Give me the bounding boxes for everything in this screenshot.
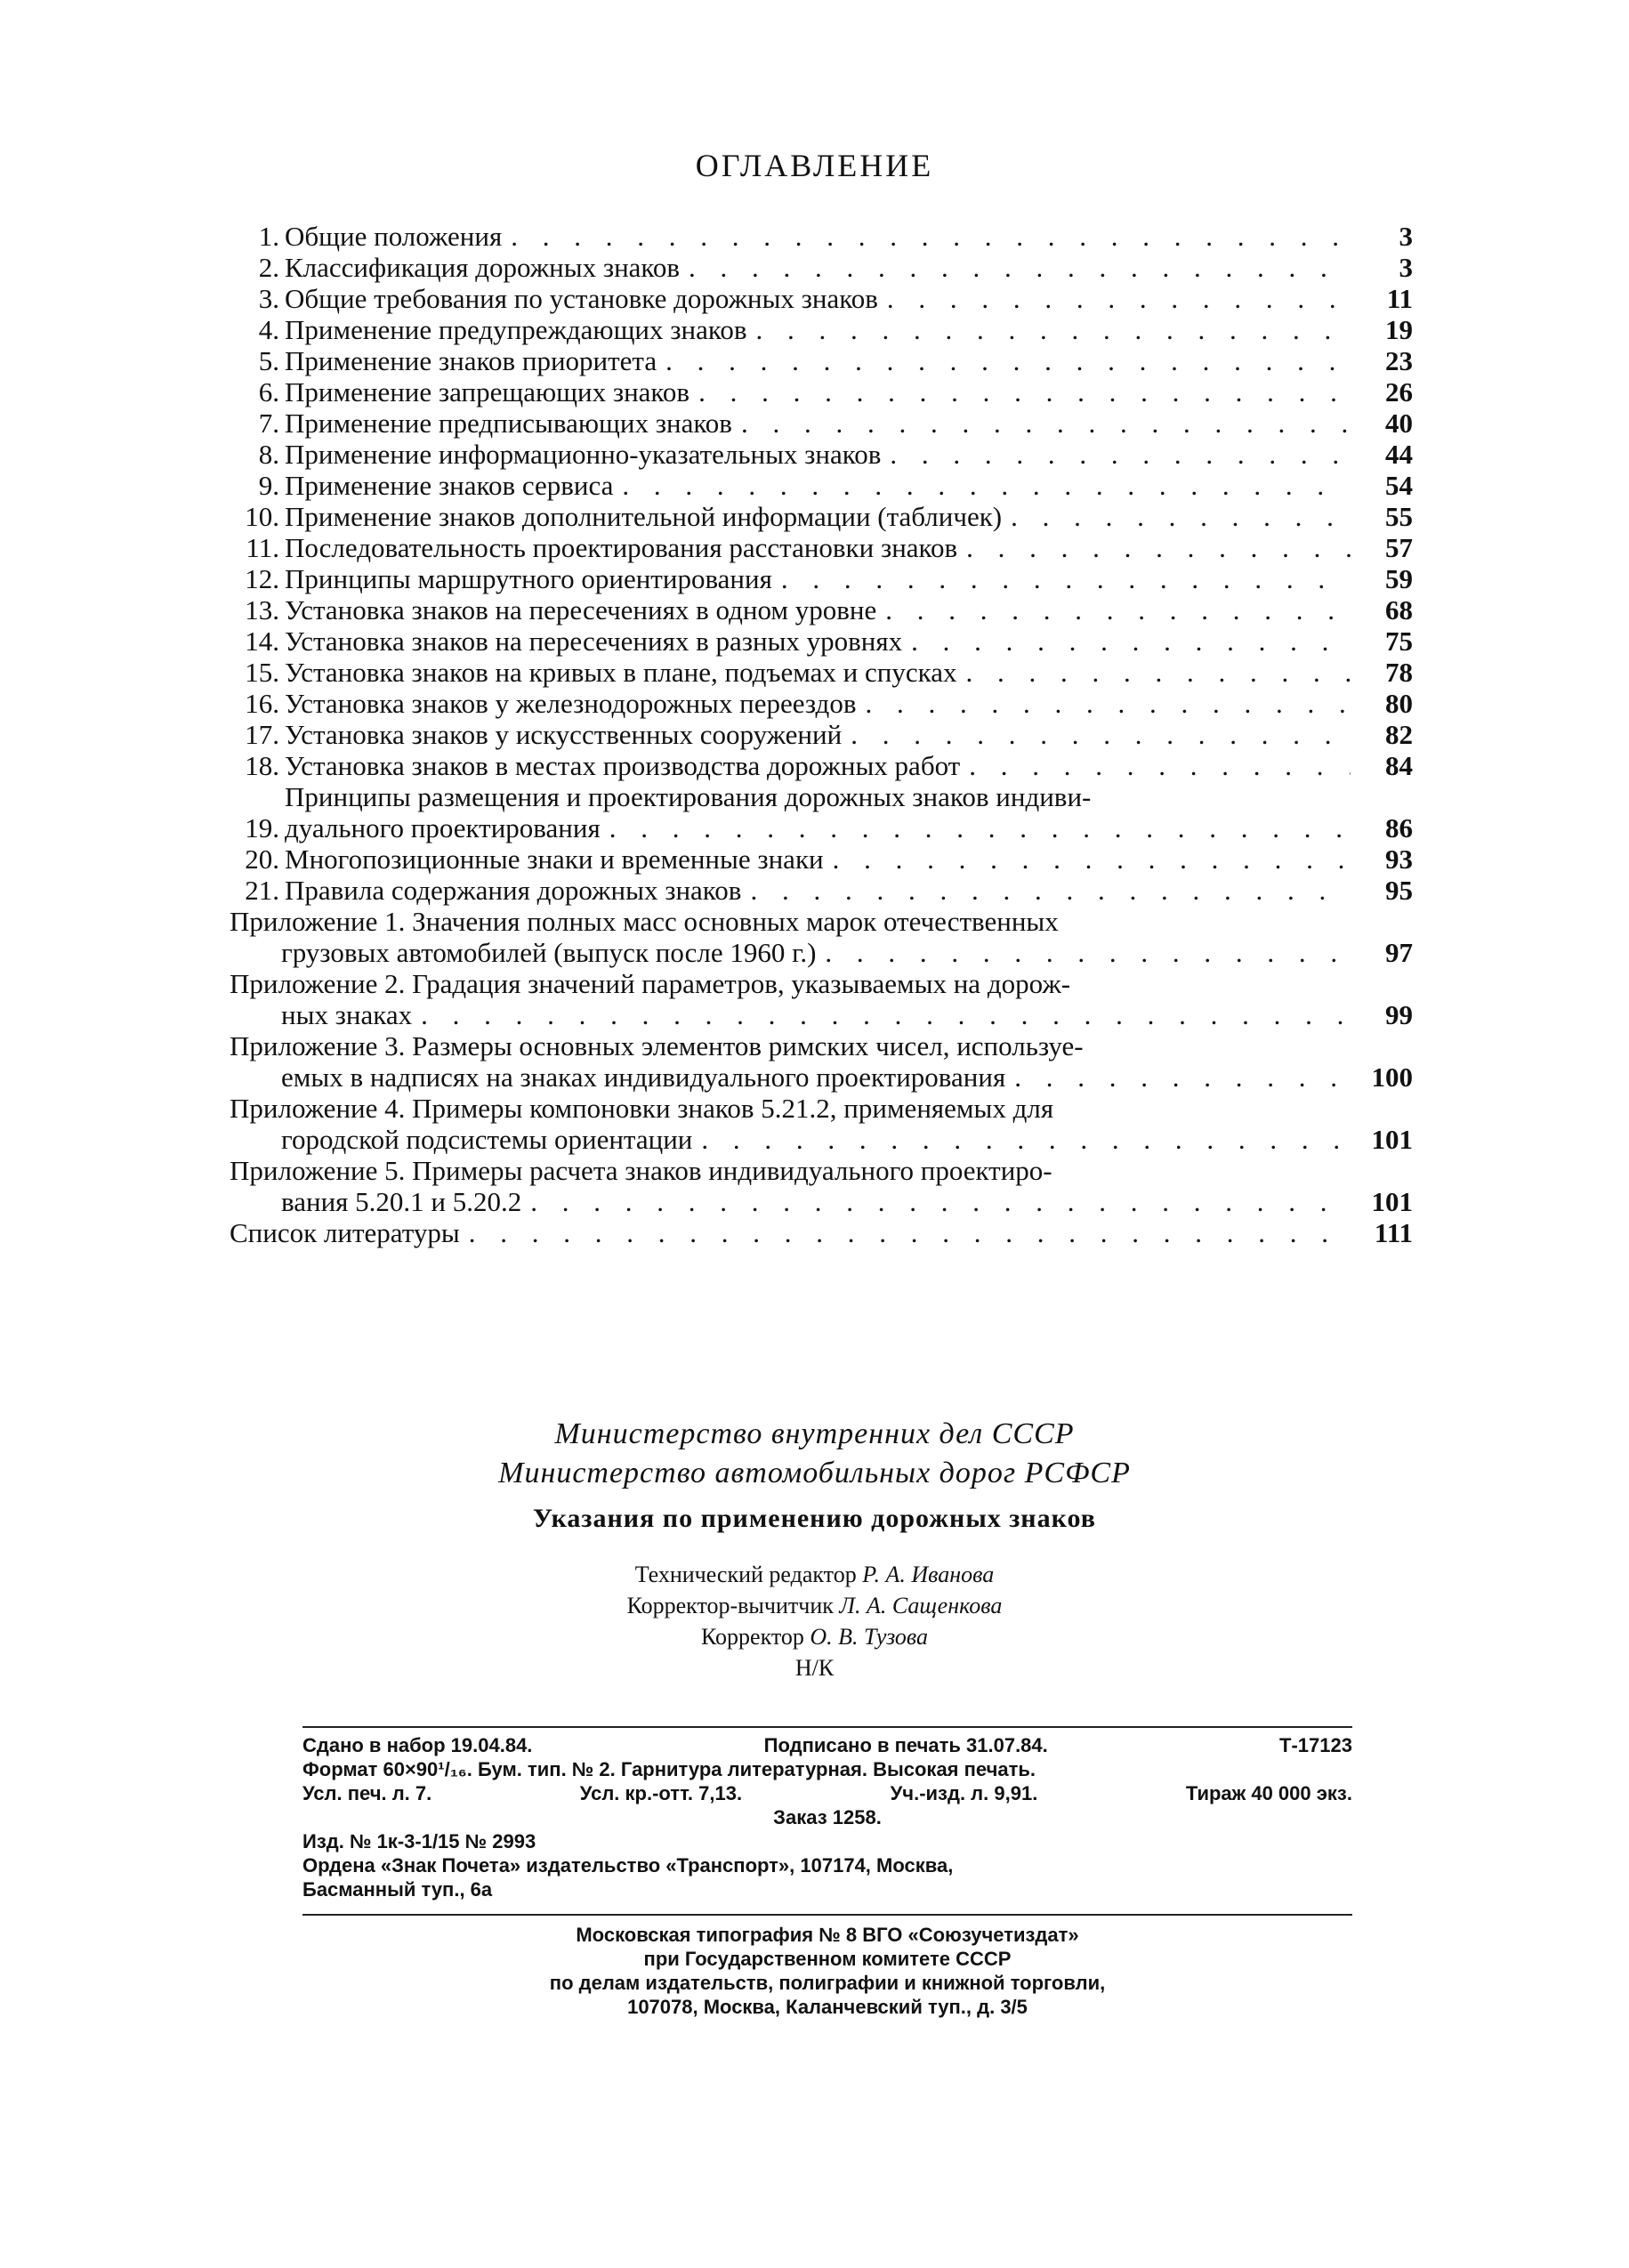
toc-page: 59 — [1385, 563, 1413, 594]
toc-line — [285, 688, 1351, 719]
toc-leader — [460, 1217, 1351, 1248]
toc-text: Классификация дорожных знаков — [285, 252, 681, 283]
toc-leader — [842, 719, 1351, 750]
toc-line — [285, 376, 1351, 408]
toc-page: 3 — [1399, 221, 1413, 252]
toc-page: 86 — [1385, 812, 1413, 843]
staff-list — [0, 1559, 1629, 1683]
toc-title — [230, 1030, 1351, 1093]
table-of-contents — [230, 221, 1413, 1248]
toc-text: Применение предписывающих знаков — [285, 408, 732, 439]
hk-mark: Н/К — [794, 1655, 835, 1681]
toc-title — [285, 719, 1351, 750]
toc-leader — [1002, 501, 1351, 532]
toc-text-line-2: дуального проектирования — [285, 812, 601, 843]
toc-leader — [613, 470, 1351, 501]
toc-line — [285, 252, 1351, 283]
toc-title — [285, 345, 1351, 376]
toc-leader — [732, 408, 1351, 439]
color-prints: Усл. кр.-отт. 7,13. — [579, 1782, 743, 1804]
literature-text: Список литературы — [230, 1217, 460, 1248]
toc-line — [285, 563, 1351, 594]
toc-page: 19 — [1385, 314, 1413, 345]
toc-leader — [692, 1124, 1351, 1155]
print-run: Тираж 40 000 экз. — [1185, 1782, 1352, 1804]
toc-text-line-1: Приложение 4. Примеры компоновки знаков 5.21.2, применяемых для — [230, 1093, 1054, 1124]
toc-entry — [230, 221, 1413, 252]
toc-page: 95 — [1385, 875, 1413, 906]
toc-line — [285, 532, 1351, 563]
imprint-block — [0, 1415, 1629, 1683]
toc-leader — [521, 1186, 1351, 1217]
toc-number: 3. — [258, 283, 279, 314]
toc-line — [285, 314, 1351, 345]
toc-leader — [960, 750, 1351, 781]
toc-title — [230, 968, 1351, 1030]
signed-to-print: Подписано в печать 31.07.84. — [763, 1734, 1048, 1756]
toc-number: 6. — [258, 376, 279, 408]
toc-page: 3 — [1399, 252, 1413, 283]
order-number: Заказ 1258. — [773, 1806, 882, 1828]
tech-editor-name: Р. А. Иванова — [862, 1562, 995, 1587]
toc-text: Применение знаков приоритета — [285, 345, 657, 376]
toc-line — [285, 626, 1351, 657]
toc-line — [230, 1217, 1351, 1248]
toc-entry — [230, 875, 1413, 906]
toc-entry — [230, 283, 1413, 314]
toc-page: 75 — [1385, 626, 1413, 657]
appendix-entry — [230, 1155, 1413, 1217]
appendix-entry — [230, 1093, 1413, 1155]
toc-text: Многопозиционные знаки и временные знаки — [285, 843, 824, 875]
toc-number: 14. — [245, 626, 279, 657]
toc-text-line-1: Приложение 1. Значения полных масс основных марок отечественных — [230, 906, 1059, 937]
toc-entry — [230, 345, 1413, 376]
toc-title — [285, 781, 1351, 843]
toc-leader — [601, 812, 1351, 843]
toc-page: 101 — [1371, 1124, 1413, 1155]
toc-title — [285, 594, 1351, 626]
toc-entry — [230, 439, 1413, 470]
toc-line — [285, 594, 1351, 626]
toc-text: Установка знаков у железнодорожных переездов — [285, 688, 857, 719]
toc-leader — [878, 283, 1351, 314]
toc-text-line-2: городской подсистемы ориентации — [281, 1124, 693, 1155]
izd-number: Изд. № 1к-3-1/15 № 2993 — [302, 1830, 536, 1852]
toc-line — [285, 812, 1351, 843]
toc-title — [285, 470, 1351, 501]
toc-number: 21. — [245, 875, 279, 906]
toc-line — [285, 843, 1351, 875]
toc-text-line-1: Приложение 3. Размеры основных элементов римских чисел, используе- — [230, 1030, 1084, 1061]
toc-leader — [881, 439, 1351, 470]
appendix-entry — [230, 1030, 1413, 1093]
toc-leader — [741, 875, 1351, 906]
toc-title — [285, 875, 1351, 906]
toc-leader — [502, 221, 1351, 252]
toc-title — [230, 906, 1351, 968]
toc-title — [285, 408, 1351, 439]
toc-title — [285, 657, 1351, 688]
toc-line — [230, 937, 1351, 968]
toc-entry — [230, 532, 1413, 563]
toc-title — [230, 1155, 1351, 1217]
toc-page: 44 — [1385, 439, 1413, 470]
toc-page: 40 — [1385, 408, 1413, 439]
toc-entry — [230, 719, 1413, 750]
toc-leader — [824, 843, 1351, 875]
toc-text: Общие требования по установке дорожных знаков — [285, 283, 878, 314]
toc-number: 7. — [258, 408, 279, 439]
toc-number: 5. — [258, 345, 279, 376]
toc-number: 13. — [245, 594, 279, 626]
toc-line — [285, 750, 1351, 781]
toc-leader — [1005, 1061, 1351, 1093]
proofreader-label: Корректор-вычитчик — [626, 1593, 834, 1618]
toc-entry — [230, 501, 1413, 532]
toc-page: 57 — [1385, 532, 1413, 563]
toc-number: 4. — [258, 314, 279, 345]
toc-leader — [902, 626, 1351, 657]
toc-text: Установка знаков на кривых в плане, подъемах и спусках — [285, 657, 957, 688]
toc-page: 99 — [1385, 999, 1413, 1030]
printer-line-4: 107078, Москва, Каланчевский туп., д. 3/5 — [627, 1996, 1028, 2018]
toc-page: 82 — [1385, 719, 1413, 750]
toc-entry — [230, 688, 1413, 719]
toc-line — [285, 439, 1351, 470]
toc-text: Общие положения — [285, 221, 503, 252]
toc-page: 97 — [1385, 937, 1413, 968]
toc-line — [285, 875, 1351, 906]
proofreader — [0, 1590, 1629, 1621]
pub-row-3 — [302, 1781, 1352, 1805]
toc-entry — [230, 563, 1413, 594]
toc-leader — [816, 937, 1351, 968]
printer-line-1: Московская типография № 8 ВГО «Союзучетиздат» — [576, 1924, 1079, 1946]
toc-entry — [230, 781, 1413, 843]
toc-text: Установка знаков у искусственных сооружений — [285, 719, 843, 750]
toc-number: 18. — [245, 750, 279, 781]
toc-line — [230, 1061, 1351, 1093]
toc-number: 19. — [245, 812, 279, 843]
toc-leader — [747, 314, 1351, 345]
toc-text: Применение знаков сервиса — [285, 470, 614, 501]
toc-text: Правила содержания дорожных знаков — [285, 875, 742, 906]
toc-line — [285, 408, 1351, 439]
toc-page: 11 — [1386, 283, 1413, 314]
toc-title — [285, 626, 1351, 657]
toc-text: Применение знаков дополнительной информации (табличек) — [285, 501, 1003, 532]
toc-title — [285, 283, 1351, 314]
toc-line — [230, 1124, 1351, 1155]
toc-text: Принципы маршрутного ориентирования — [285, 563, 772, 594]
toc-page: 80 — [1385, 688, 1413, 719]
toc-text-line-2: ных знаках — [281, 999, 413, 1030]
toc-title — [285, 688, 1351, 719]
corrector-name: О. В. Тузова — [810, 1624, 928, 1650]
toc-text: Установка знаков на пересечениях в одном уровне — [285, 594, 877, 626]
tech-editor — [0, 1559, 1629, 1590]
toc-line — [285, 345, 1351, 376]
printer-line-3: по делам издательств, полиграфии и книжной торговли, — [549, 1972, 1106, 1994]
toc-page: 23 — [1385, 345, 1413, 376]
toc-text-line-1: Принципы размещения и проектирования дорожных знаков индиви- — [285, 781, 1092, 812]
printer-line-2: при Государственном комитете СССР — [643, 1948, 1012, 1970]
toc-line — [285, 221, 1351, 252]
toc-text-line-2: вания 5.20.1 и 5.20.2 — [281, 1186, 522, 1217]
toc-page: 100 — [1371, 1061, 1413, 1093]
toc-number: 20. — [245, 843, 279, 875]
toc-leader — [957, 532, 1351, 563]
toc-text-line-1: Приложение 5. Примеры расчета знаков индивидуального проектиро- — [230, 1155, 1052, 1186]
corrector — [0, 1621, 1629, 1652]
toc-entry — [230, 626, 1413, 657]
toc-leader — [772, 563, 1351, 594]
toc-number: 12. — [245, 563, 279, 594]
toc-leader — [856, 688, 1351, 719]
toc-entry — [230, 657, 1413, 688]
toc-line — [285, 470, 1351, 501]
toc-page: 68 — [1385, 594, 1413, 626]
toc-number: 16. — [245, 688, 279, 719]
corrector-label: Корректор — [700, 1624, 804, 1650]
toc-title — [285, 221, 1351, 252]
toc-heading: ОГЛАВЛЕНИЕ — [695, 148, 934, 183]
toc-page: 93 — [1385, 843, 1413, 875]
toc-title — [230, 1217, 1351, 1248]
print-sheets: Усл. печ. л. 7. — [302, 1782, 432, 1804]
toc-number: 9. — [258, 470, 279, 501]
toc-page: 55 — [1385, 501, 1413, 532]
toc-text-line-2: емых в надписях на знаках индивидуального проектирования — [281, 1061, 1006, 1093]
toc-title — [285, 376, 1351, 408]
toc-line — [285, 283, 1351, 314]
toc-text: Установка знаков в местах производства дорожных работ — [285, 750, 961, 781]
sent-to-typeset: Сдано в набор 19.04.84. — [302, 1734, 533, 1756]
toc-entry — [230, 843, 1413, 875]
toc-number: 1. — [258, 221, 279, 252]
ministry-2: Министерство автомобильных дорог РСФСР — [498, 1457, 1131, 1489]
toc-line — [230, 999, 1351, 1030]
toc-title — [285, 750, 1351, 781]
toc-line — [285, 657, 1351, 688]
toc-title — [285, 563, 1351, 594]
toc-line — [230, 1186, 1351, 1217]
toc-title — [285, 501, 1351, 532]
toc-text: Установка знаков на пересечениях в разных уровнях — [285, 626, 903, 657]
toc-leader — [657, 345, 1351, 376]
toc-line — [285, 501, 1351, 532]
toc-title — [230, 1093, 1351, 1155]
publisher-line-2: Басманный туп., 6а — [302, 1878, 493, 1901]
toc-title — [285, 439, 1351, 470]
format-line: Формат 60×90¹/₁₆. Бум. тип. № 2. Гарнитура литературная. Высокая печать. — [302, 1758, 1036, 1780]
toc-page: 84 — [1385, 750, 1413, 781]
toc-title — [285, 532, 1351, 563]
pub-row-1 — [302, 1733, 1352, 1757]
toc-entry — [230, 252, 1413, 283]
toc-title — [285, 314, 1351, 345]
toc-page: 26 — [1385, 376, 1413, 408]
toc-entry — [230, 408, 1413, 439]
toc-entry — [230, 314, 1413, 345]
proofreader-name: Л. А. Сащенкова — [839, 1593, 1003, 1618]
publisher-sheets: Уч.-изд. л. 9,91. — [890, 1782, 1038, 1804]
toc-line — [285, 719, 1351, 750]
toc-title — [285, 252, 1351, 283]
toc-leader — [690, 376, 1351, 408]
toc-number: 10. — [245, 501, 279, 532]
toc-text: Применение предупреждающих знаков — [285, 314, 747, 345]
toc-number: 2. — [258, 252, 279, 283]
toc-number: 11. — [246, 532, 279, 563]
divider-top — [302, 1726, 1352, 1728]
toc-entry — [230, 376, 1413, 408]
literature-entry — [230, 1217, 1413, 1248]
toc-page: 111 — [1374, 1217, 1413, 1248]
toc-number: 17. — [245, 719, 279, 750]
toc-page: 54 — [1385, 470, 1413, 501]
toc-entry — [230, 594, 1413, 626]
appendix-entry — [230, 968, 1413, 1030]
toc-leader — [680, 252, 1351, 283]
toc-text: Последовательность проектирования расстановки знаков — [285, 532, 958, 563]
toc-leader — [876, 594, 1351, 626]
toc-page: 101 — [1371, 1186, 1413, 1217]
appendix-entry — [230, 906, 1413, 968]
tech-editor-label: Технический редактор — [634, 1562, 857, 1587]
toc-number: 8. — [258, 439, 279, 470]
divider-bottom — [302, 1914, 1352, 1916]
toc-leader — [412, 999, 1351, 1030]
publishing-details — [302, 1726, 1352, 2019]
toc-title — [285, 843, 1351, 875]
toc-text-line-2: грузовых автомобилей (выпуск после 1960 г.) — [281, 937, 817, 968]
license-number: Т-17123 — [1279, 1734, 1352, 1756]
book-title: Указания по применению дорожных знаков — [533, 1504, 1096, 1533]
publisher-line-1: Ордена «Знак Почета» издательство «Транспорт», 107174, Москва, — [302, 1854, 954, 1877]
toc-page: 78 — [1385, 657, 1413, 688]
toc-text: Применение информационно-указательных знаков — [285, 439, 882, 470]
toc-number: 15. — [245, 657, 279, 688]
ministry-1: Министерство внутренних дел СССР — [554, 1417, 1075, 1450]
toc-text: Применение запрещающих знаков — [285, 376, 690, 408]
toc-entry — [230, 470, 1413, 501]
toc-text-line-1: Приложение 2. Градация значений параметров, указываемых на дорож- — [230, 968, 1071, 999]
toc-leader — [956, 657, 1351, 688]
toc-entry — [230, 750, 1413, 781]
